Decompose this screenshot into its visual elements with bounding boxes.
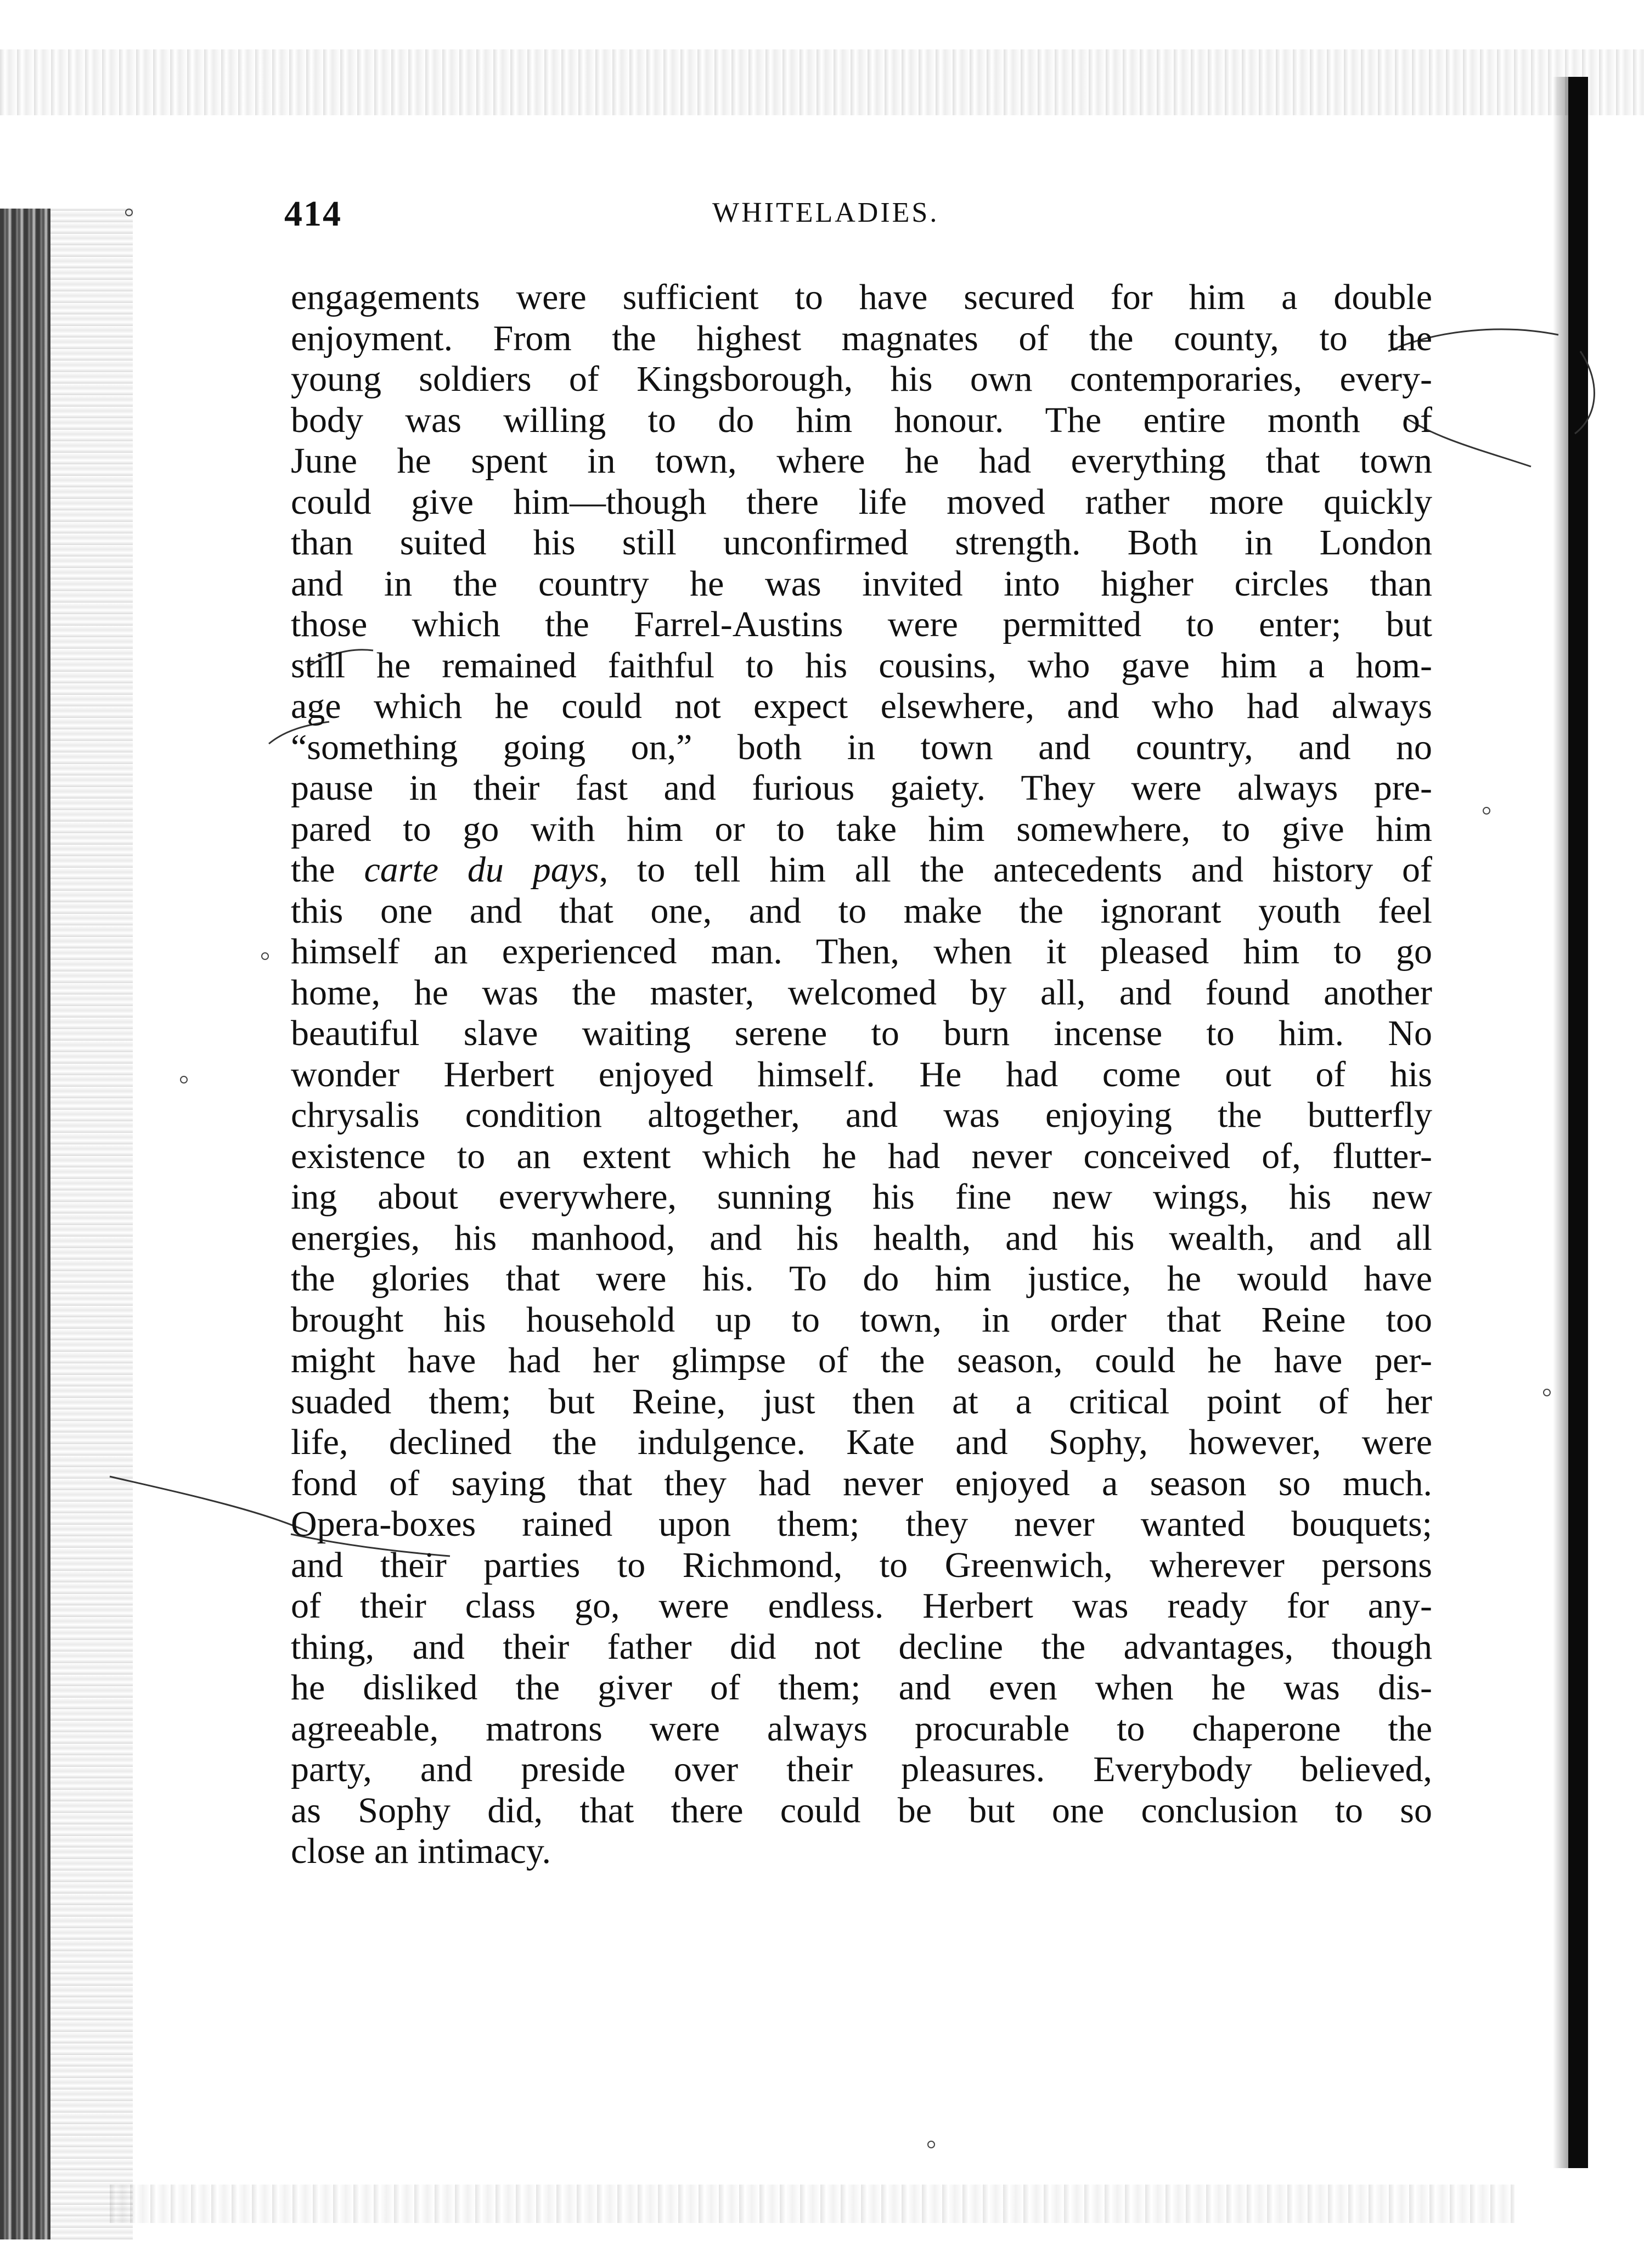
margin-dot	[180, 1076, 188, 1084]
text-line: suaded them; but Reine, just then at a critical point of her	[291, 1381, 1432, 1422]
text-line: close an intimacy.	[291, 1831, 551, 1871]
text-line: pause in their fast and furious gaiety. They were always pre-	[291, 768, 1432, 808]
text-line: enjoyment. From the highest magnates of the county, to the	[291, 318, 1432, 358]
binding-speckle	[50, 209, 133, 2239]
bottom-edge-noise	[110, 2185, 1514, 2223]
text-line: beautiful slave waiting serene to burn incense to him. No	[291, 1013, 1432, 1053]
text-line: age which he could not expect elsewhere, and who had always	[291, 686, 1432, 726]
right-edge-shadow	[1553, 77, 1568, 2168]
margin-dot	[1483, 807, 1490, 815]
text-line: himself an experienced man. Then, when it pleased him to go	[291, 931, 1432, 972]
text-line: pared to go with him or to take him somewhere, to give him	[291, 809, 1432, 849]
text-line: June he spent in town, where he had everything that town	[291, 441, 1432, 481]
text-line: home, he was the master, welcomed by all, and found another	[291, 972, 1432, 1013]
text-line: brought his household up to town, in order that Reine too	[291, 1299, 1432, 1340]
text-line: party, and preside over their pleasures. Everybody believed,	[291, 1749, 1432, 1789]
italic-phrase: carte du pays	[364, 850, 599, 890]
binding-shadow	[0, 209, 50, 2239]
text-line: fond of saying that they had never enjoyed a season so much.	[291, 1463, 1432, 1503]
text-line: wonder Herbert enjoyed himself. He had come out of his	[291, 1054, 1432, 1094]
margin-dot	[261, 952, 269, 960]
text-line: of their class go, were endless. Herbert was ready for any-	[291, 1586, 1432, 1626]
right-edge-bar	[1568, 77, 1588, 2168]
margin-dot	[1543, 1389, 1551, 1396]
text-line: as Sophy did, that there could be but one conclusion to so	[291, 1790, 1432, 1831]
running-title: WHITELADIES.	[712, 197, 939, 228]
text-line: than suited his still unconfirmed strength. Both in London	[291, 523, 1432, 563]
text-line: might have had her glimpse of the season, could he have per-	[291, 1340, 1432, 1380]
text-line: “something going on,” both in town and country, and no	[291, 727, 1432, 767]
text-line: the glories that were his. To do him justice, he would have	[291, 1259, 1432, 1299]
text-line: engagements were sufficient to have secured for him a double	[291, 277, 1432, 317]
body-text	[291, 277, 1432, 1872]
text-line: chrysalis condition altogether, and was enjoying the butterfly	[291, 1095, 1432, 1135]
text-line: energies, his manhood, and his health, and his wealth, and all	[291, 1217, 1432, 1258]
text-line: still he remained faithful to his cousins, who gave him a hom-	[291, 645, 1432, 686]
margin-dot	[927, 2141, 935, 2148]
text-line: body was willing to do him honour. The entire month of	[291, 400, 1432, 440]
top-edge-noise	[0, 49, 1644, 115]
text-line: thing, and their father did not decline the advantages, though	[291, 1626, 1432, 1667]
text-line: life, declined the indulgence. Kate and Sophy, however, were	[291, 1422, 1432, 1462]
text-line: young soldiers of Kingsborough, his own contemporaries, every-	[291, 359, 1432, 399]
text-line: and in the country he was invited into higher circles than	[291, 563, 1432, 604]
text-line: the carte du pays, to tell him all the antecedents and history of	[291, 850, 1432, 890]
running-head	[284, 193, 1437, 243]
margin-dot	[125, 209, 133, 216]
text-line: those which the Farrel-Austins were permitted to enter; but	[291, 604, 1432, 644]
text-line: he disliked the giver of them; and even when he was dis-	[291, 1668, 1432, 1708]
text-line: agreeable, matrons were always procurable to chaperone the	[291, 1708, 1432, 1749]
page-number: 414	[284, 194, 342, 234]
text-line: could give him—though there life moved rather more quickly	[291, 481, 1432, 522]
text-line: ing about everywhere, sunning his fine new wings, his new	[291, 1177, 1432, 1217]
text-line: Opera-boxes rained upon them; they never wanted bouquets;	[291, 1504, 1432, 1544]
text-line: this one and that one, and to make the ignorant youth feel	[291, 890, 1432, 931]
text-line: and their parties to Richmond, to Greenwich, wherever persons	[291, 1545, 1432, 1585]
text-line: existence to an extent which he had never conceived of, flutter-	[291, 1136, 1432, 1176]
